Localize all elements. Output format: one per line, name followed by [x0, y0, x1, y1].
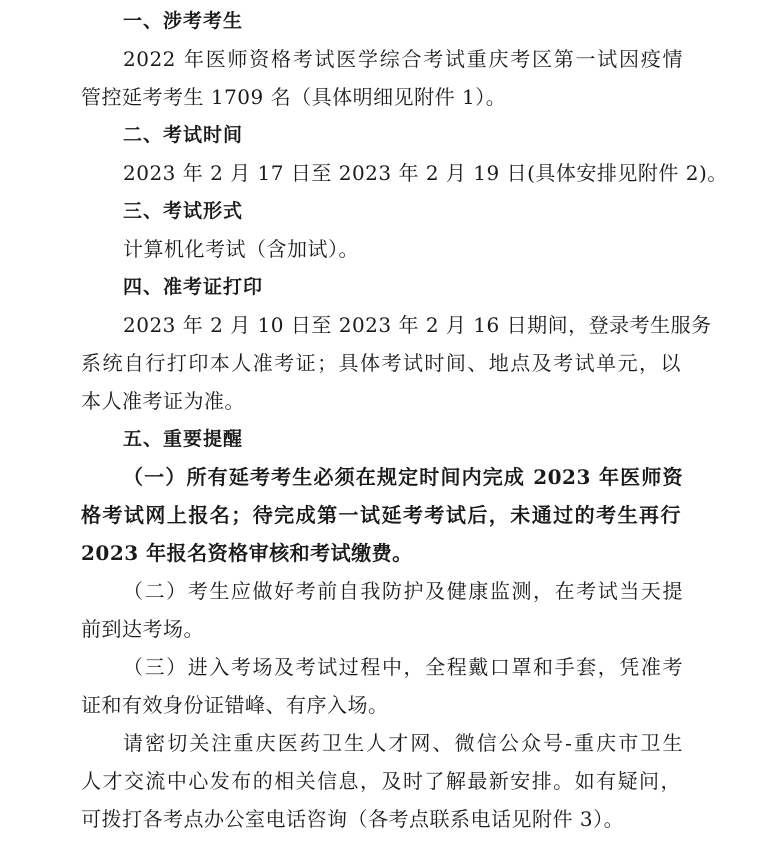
reminder-item-1-line: 格考试网上报名；待完成第一试延考考试后，未通过的考生再行 — [81, 503, 681, 527]
closing-line: 请密切关注重庆医药卫生人才网、微信公众号-重庆市卫生 — [123, 731, 683, 755]
paragraph-line: 2022 年医师资格考试医学综合考试重庆考区第一试因疫情 — [123, 47, 683, 71]
reminder-item-3-line: （三）进入考场及考试过程中，全程戴口罩和手套，凭准考 — [123, 655, 683, 679]
section-heading-admission-ticket: 四、准考证打印 — [123, 276, 264, 298]
paragraph-line: 系统自行打印本人准考证；具体考试时间、地点及考试单元，以 — [81, 351, 681, 375]
paragraph-line: 计算机化考试（含加试）。 — [123, 237, 359, 261]
paragraph-line: 本人准考证为准。 — [81, 389, 245, 413]
paragraph-line: 2023 年 2 月 17 日至 2023 年 2 月 19 日(具体安排见附件 2)。 — [123, 161, 728, 185]
reminder-item-2-line: （二）考生应做好考前自我防护及健康监测，在考试当天提 — [123, 579, 683, 603]
section-heading-important-reminders: 五、重要提醒 — [123, 428, 244, 450]
closing-line: 可拨打各考点办公室电话咨询（各考点联系电话见附件 3）。 — [81, 807, 625, 831]
section-heading-candidates: 一、涉考考生 — [123, 10, 244, 32]
reminder-item-1-line: （一）所有延考考生必须在规定时间内完成 2023 年医师资 — [123, 465, 683, 489]
closing-line: 人才交流中心发布的相关信息，及时了解最新安排。如有疑问， — [81, 769, 681, 793]
reminder-item-2-line: 前到达考场。 — [81, 617, 204, 641]
paragraph-line: 管控延考考生 1709 名（具体明细见附件 1）。 — [81, 85, 507, 109]
section-heading-exam-format: 三、考试形式 — [123, 200, 244, 222]
reminder-item-3-line: 证和有效身份证错峰、有序入场。 — [81, 693, 389, 717]
reminder-item-1-line: 2023 年报名资格审核和考试缴费。 — [81, 541, 413, 565]
paragraph-line: 2023 年 2 月 10 日至 2023 年 2 月 16 日期间，登录考生服务 — [123, 313, 712, 337]
section-heading-exam-time: 二、考试时间 — [123, 124, 244, 146]
